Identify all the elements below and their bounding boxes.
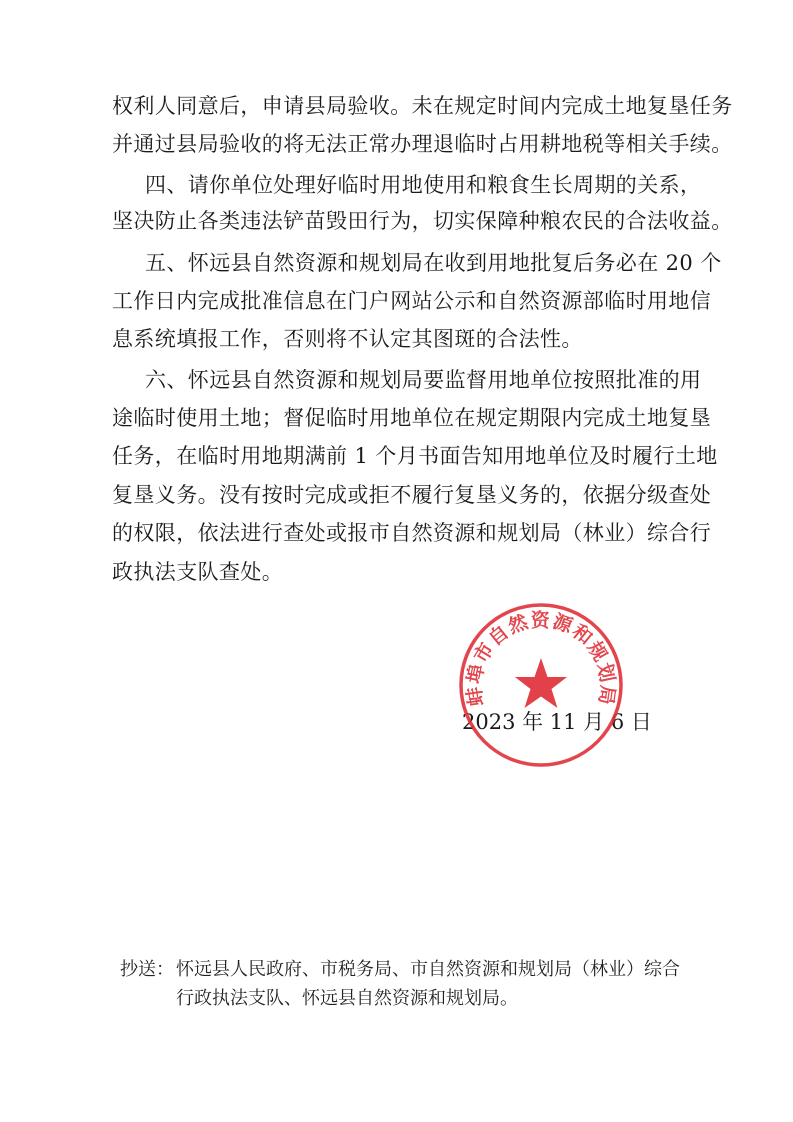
body-line: 复垦义务。没有按时完成或拒不履行复垦义务的，依据分级查处 [112,483,712,507]
cc-label: 抄送： [120,959,174,980]
paragraph-6-start: 六、怀远县自然资源和规划局要监督用地单位按照批准的用 [145,368,702,392]
cc-recipients-line: 行政执法支队、怀远县自然资源和规划局。 [176,988,518,1009]
body-line: 工作日内完成批准信息在门户网站公示和自然资源部临时用地信 [112,289,712,313]
body-line: 权利人同意后，申请县局验收。未在规定时间内完成土地复垦任务 [112,94,733,118]
body-line: 政执法支队查处。 [112,560,284,584]
paragraph-5-start: 五、怀远县自然资源和规划局在收到用地批复后务必在 20 个 [145,251,722,275]
body-line: 任务，在临时用地期满前 1 个月书面告知用地单位及时履行土地 [112,444,718,468]
seal-text: 蚌埠市自然资源和规划局 [463,609,619,708]
cc-recipients-line: 怀远县人民政府、市税务局、市自然资源和规划局（林业）综合 [176,959,680,980]
body-line: 坚决防止各类违法铲苗毁田行为，切实保障种粮农民的合法收益。 [112,209,733,233]
body-line: 的权限，依法进行查处或报市自然资源和规划局（林业）综合行 [112,521,712,545]
body-line: 息系统填报工作，否则将不认定其图斑的合法性。 [112,327,583,351]
body-line: 途临时使用土地；督促临时用地单位在规定期限内完成土地复垦 [112,406,712,430]
issue-date: 2023 年 11 月 6 日 [462,710,652,734]
body-line: 并通过县局验收的将无法正常办理退临时占用耕地税等相关手续。 [112,132,733,156]
official-seal [456,600,626,770]
star-icon [515,658,567,708]
paragraph-4-start: 四、请你单位处理好临时用地使用和粮食生长周期的关系， [145,173,702,197]
